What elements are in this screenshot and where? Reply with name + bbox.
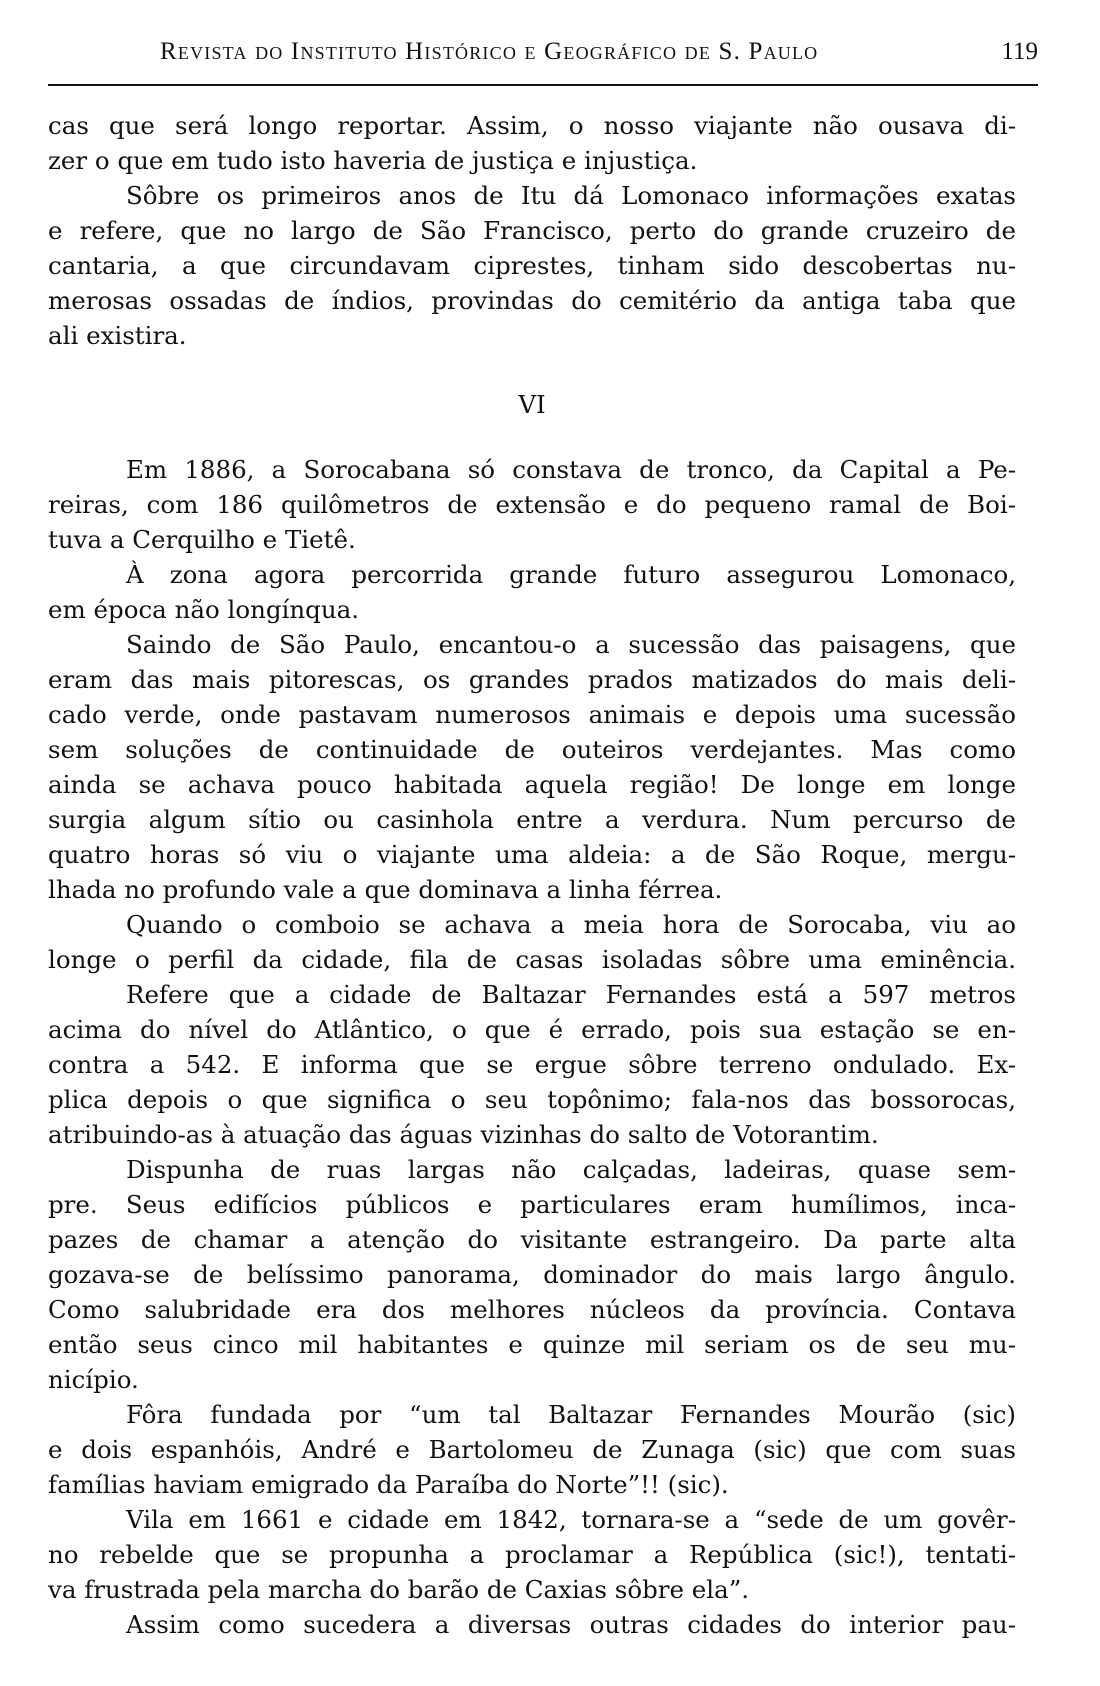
section-heading: VI <box>518 390 546 419</box>
text-line: Dispunha de ruas largas não calçadas, ladeiras, quase sem- <box>126 1155 1016 1184</box>
body-text <box>48 108 1016 1642</box>
text-line: Sôbre os primeiros anos de Itu dá Lomonaco informações exatas <box>126 181 1016 210</box>
text-line: pre. Seus edifícios públicos e particulares eram humílimos, inca- <box>48 1190 1016 1219</box>
text-line: atribuindo-as à atuação das águas vizinhas do salto de Votorantim. <box>48 1120 879 1149</box>
text-line: zer o que em tudo isto haveria de justiça e injustiça. <box>48 146 698 175</box>
header-rule <box>48 84 1038 86</box>
text-line: ali existira. <box>48 321 187 350</box>
text-line: reiras, com 186 quilômetros de extensão e do pequeno ramal de Boi- <box>48 490 1016 519</box>
text-line: surgia algum sítio ou casinhola entre a verdura. Num percurso de <box>48 805 1016 834</box>
text-line: contra a 542. E informa que se ergue sôbre terreno ondulado. Ex- <box>48 1050 1016 1079</box>
text-line: sem soluções de continuidade de outeiros verdejantes. Mas como <box>48 735 1016 764</box>
text-line: Assim como sucedera a diversas outras cidades do interior pau- <box>126 1610 1016 1639</box>
text-line: Saindo de São Paulo, encantou-o a sucessão das paisagens, que <box>126 630 1016 659</box>
text-line: cantaria, a que circundavam ciprestes, tinham sido descobertas nu- <box>48 251 1016 280</box>
text-line: cado verde, onde pastavam numerosos animais e depois uma sucessão <box>48 700 1016 729</box>
text-line: famílias haviam emigrado da Paraíba do Norte”!! (sic). <box>48 1470 729 1499</box>
text-line: Refere que a cidade de Baltazar Fernandes está a 597 metros <box>126 980 1016 1009</box>
text-line: e dois espanhóis, André e Bartolomeu de Zunaga (sic) que com suas <box>48 1435 1016 1464</box>
text-line: Quando o comboio se achava a meia hora de Sorocaba, viu ao <box>126 910 1016 939</box>
text-line: va frustrada pela marcha do barão de Caxias sôbre ela”. <box>48 1575 750 1604</box>
text-line: acima do nível do Atlântico, o que é errado, pois sua estação se en- <box>48 1015 1016 1044</box>
text-line: gozava-se de belíssimo panorama, dominador do mais largo ângulo. <box>48 1260 1016 1289</box>
text-line: Em 1886, a Sorocabana só constava de tronco, da Capital a Pe- <box>126 455 1016 484</box>
text-line: em época não longínqua. <box>48 595 360 624</box>
text-line: Como salubridade era dos melhores núcleos da província. Contava <box>48 1295 1016 1324</box>
text-line: longe o perfil da cidade, fila de casas isoladas sôbre uma eminência. <box>48 945 1016 974</box>
text-line: lhada no profundo vale a que dominava a linha férrea. <box>48 875 723 904</box>
running-head <box>160 38 1038 78</box>
text-line: plica depois o que significa o seu topônimo; fala-nos das bossorocas, <box>48 1085 1016 1114</box>
running-title: Revista do Instituto Histórico e Geográfico de S. Paulo <box>160 38 819 65</box>
text-line: então seus cinco mil habitantes e quinze mil seriam os de seu mu- <box>48 1330 1016 1359</box>
page-number: 119 <box>1001 38 1038 65</box>
text-line: nicípio. <box>48 1365 139 1394</box>
text-line: tuva a Cerquilho e Tietê. <box>48 525 356 554</box>
text-line: cas que será longo reportar. Assim, o nosso viajante não ousava di- <box>48 111 1016 140</box>
text-line: e refere, que no largo de São Francisco, perto do grande cruzeiro de <box>48 216 1016 245</box>
text-line: eram das mais pitorescas, os grandes prados matizados do mais deli- <box>48 665 1016 694</box>
text-line: ainda se achava pouco habitada aquela região! De longe em longe <box>48 770 1016 799</box>
text-line: merosas ossadas de índios, provindas do cemitério da antiga taba que <box>48 286 1016 315</box>
text-line: no rebelde que se propunha a proclamar a República (sic!), tentati- <box>48 1540 1016 1569</box>
text-line: Vila em 1661 e cidade em 1842, tornara-se a “sede de um govêr- <box>126 1505 1016 1534</box>
text-line: quatro horas só viu o viajante uma aldeia: a de São Roque, mergu- <box>48 840 1016 869</box>
text-line: pazes de chamar a atenção do visitante estrangeiro. Da parte alta <box>48 1225 1016 1254</box>
text-line: Fôra fundada por “um tal Baltazar Fernandes Mourão (sic) <box>126 1400 1016 1429</box>
text-line: À zona agora percorrida grande futuro assegurou Lomonaco, <box>126 560 1016 589</box>
